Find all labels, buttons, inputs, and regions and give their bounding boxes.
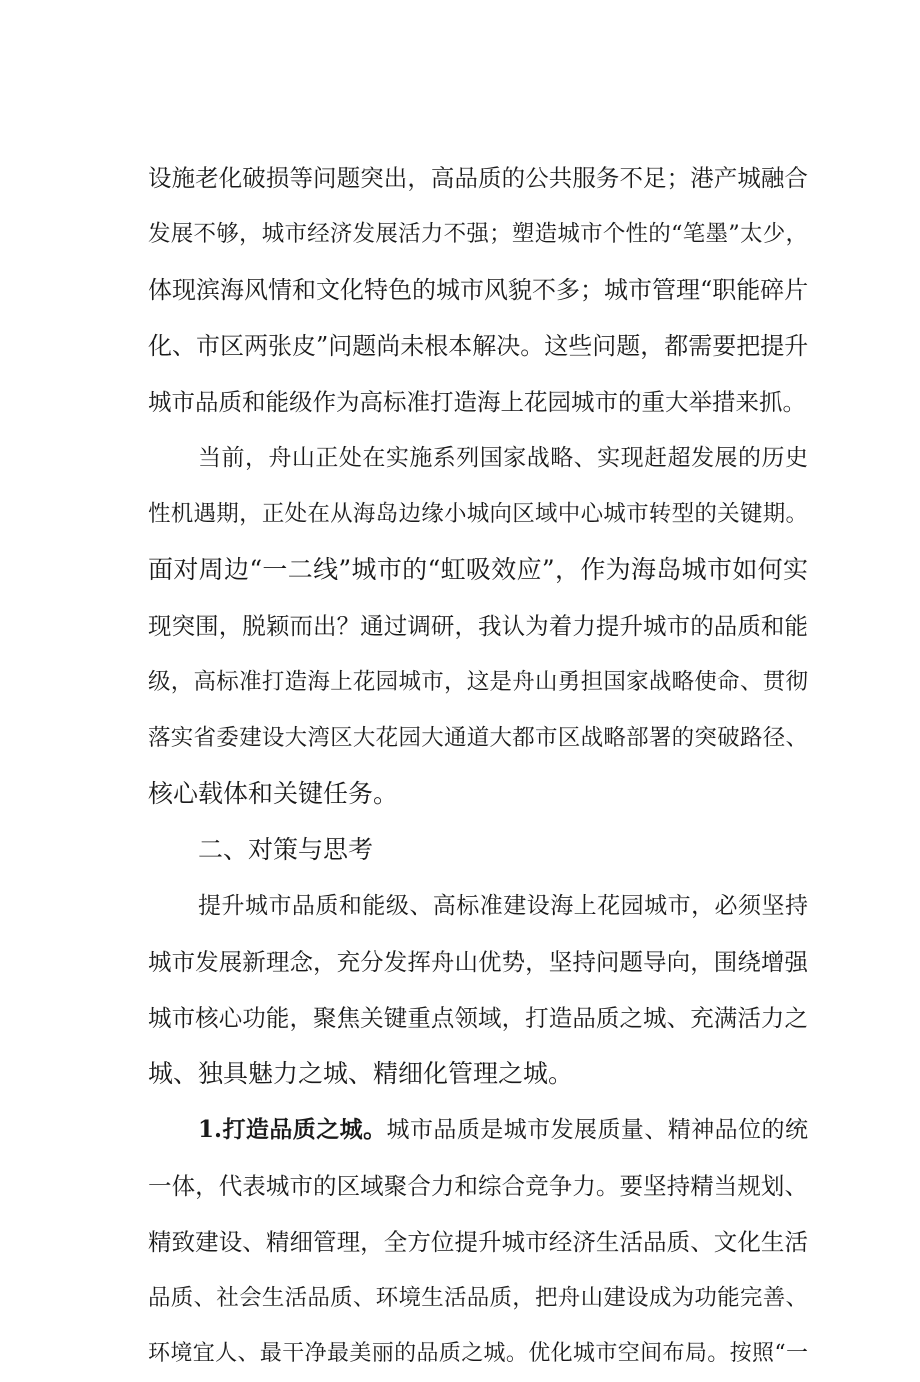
- section-heading: 二、对策与思考: [198, 835, 374, 864]
- paragraph: [148, 430, 808, 822]
- text-line: 品质、社会生活品质、环境生活品质，把舟山建设成为功能完善、: [148, 1285, 808, 1311]
- document-page: [148, 150, 808, 1382]
- text-line: 城、独具魅力之城、精细化管理之城。: [148, 1059, 574, 1088]
- text-line: 面对周边“一二线”城市的“虹吸效应”，作为海岛城市如何实: [148, 555, 808, 584]
- text-line: 现突围，脱颖而出？通过调研，我认为着力提升城市的品质和能: [148, 612, 808, 640]
- text-line: 城市品质和能级作为高标准打造海上花园城市的重大举措来抓。: [148, 388, 806, 416]
- text-line: 城市核心功能，聚焦关键重点领域，打造品质之城、充满活力之: [148, 1004, 808, 1032]
- text-line: 环境宜人、最干净最美丽的品质之城。优化城市空间布局。按照“一: [148, 1341, 808, 1366]
- subheading-lead: 1.打造品质之城。: [198, 1116, 387, 1143]
- text-line: 精致建设、精细管理，全方位提升城市经济生活品质、文化生活: [148, 1228, 808, 1256]
- text-line: 当前，舟山正处在实施系列国家战略、实现赶超发展的历史: [198, 445, 808, 471]
- paragraph: [148, 1102, 808, 1382]
- text-line: [148, 1102, 808, 1158]
- text-line: 提升城市品质和能级、高标准建设海上花园城市，必须坚持: [198, 893, 808, 919]
- text-span: 城市品质是城市发展质量、精神品位的统: [386, 1117, 809, 1143]
- text-line: 一体，代表城市的区域聚合力和综合竞争力。要坚持精当规划、: [148, 1172, 808, 1200]
- text-line: 级，高标准打造海上花园城市，这是舟山勇担国家战略使命、贯彻: [148, 669, 808, 695]
- paragraph: [148, 878, 808, 1102]
- text-line: 体现滨海风情和文化特色的城市风貌不多；城市管理“职能碎片: [148, 276, 809, 304]
- text-line: 城市发展新理念，充分发挥舟山优势，坚持问题导向，围绕增强: [148, 948, 808, 976]
- text-line: 落实省委建设大湾区大花园大通道大都市区战略部署的突破路径、: [148, 725, 808, 751]
- paragraph: [148, 150, 808, 430]
- text-line: 设施老化破损等问题突出，高品质的公共服务不足；港产城融合: [148, 164, 808, 192]
- text-line: 化、市区两张皮”问题尚未根本解决。这些问题，都需要把提升: [148, 332, 809, 360]
- text-line: 发展不够，城市经济发展活力不强；塑造城市个性的“笔墨”太少，: [148, 221, 808, 247]
- text-line: 核心载体和关键任务。: [148, 779, 399, 808]
- text-line: 性机遇期，正处在从海岛边缘小城向区域中心城市转型的关键期。: [148, 501, 808, 527]
